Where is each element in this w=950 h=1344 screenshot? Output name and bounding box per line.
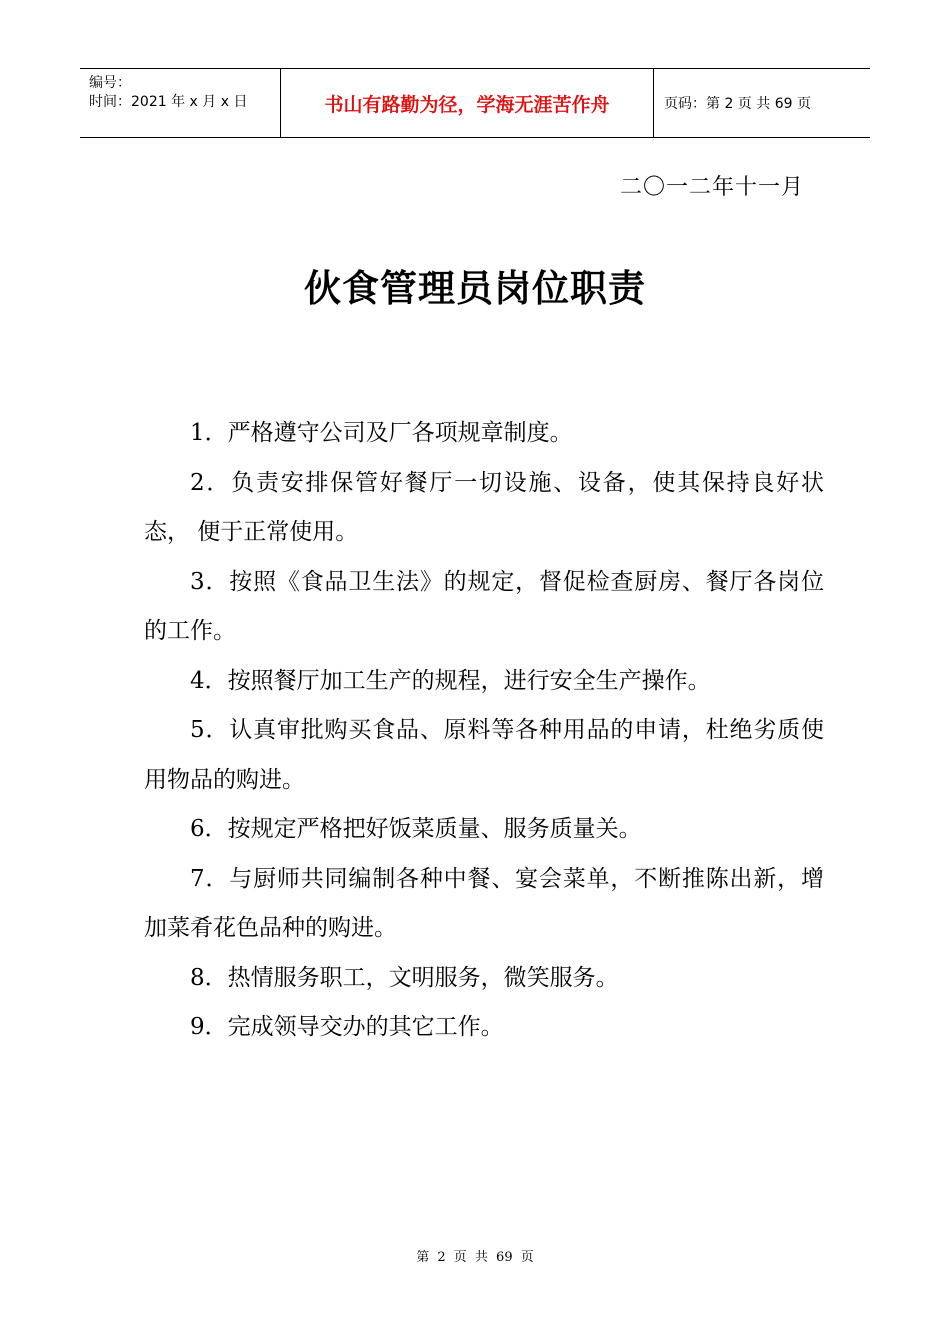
list-item: 4．按照餐厅加工生产的规程，进行安全生产操作。 (190, 667, 711, 694)
document-title: 伙食管理员岗位职责 (304, 267, 646, 310)
header-motto: 书山有路勤为径，学海无涯苦作舟 (281, 69, 654, 137)
list-item: 8．热情服务职工，文明服务，微笑服务。 (190, 964, 619, 991)
header-meta-cell (80, 69, 281, 137)
list-item: 9．完成领导交办的其它工作。 (190, 1014, 504, 1040)
list-item: 2．负责安排保管好餐厅一切设施、设备，使其保持良好状态， 便于正常使用。 (144, 469, 824, 545)
page-header (80, 68, 870, 138)
list-item: 3．按照《食品卫生法》的规定，督促检查厨房、餐厅各岗位的工作。 (144, 568, 824, 644)
list-item: 7．与厨师共同编制各种中餐、宴会菜单，不断推陈出新，增加菜肴花色品种的购进。 (144, 865, 824, 941)
duty-list (144, 409, 824, 1053)
list-item: 6．按规定严格把好饭菜质量、服务质量关。 (190, 816, 642, 842)
list-item: 5．认真审批购买食品、原料等各种用品的申请，杜绝劣质使用物品的购进。 (144, 717, 824, 793)
document-date: 二〇一二年十一月 (619, 175, 804, 200)
page-footer: 第 2 页 共 69 页 (416, 1250, 534, 1265)
number-label: 编号： (89, 75, 131, 91)
list-item: 1．严格遵守公司及厂各项规章制度。 (190, 420, 573, 446)
time-label: 时间：2021 年 x 月 x 日 (89, 94, 248, 110)
header-page-info: 页码：第 2 页 共 69 页 (664, 96, 811, 112)
